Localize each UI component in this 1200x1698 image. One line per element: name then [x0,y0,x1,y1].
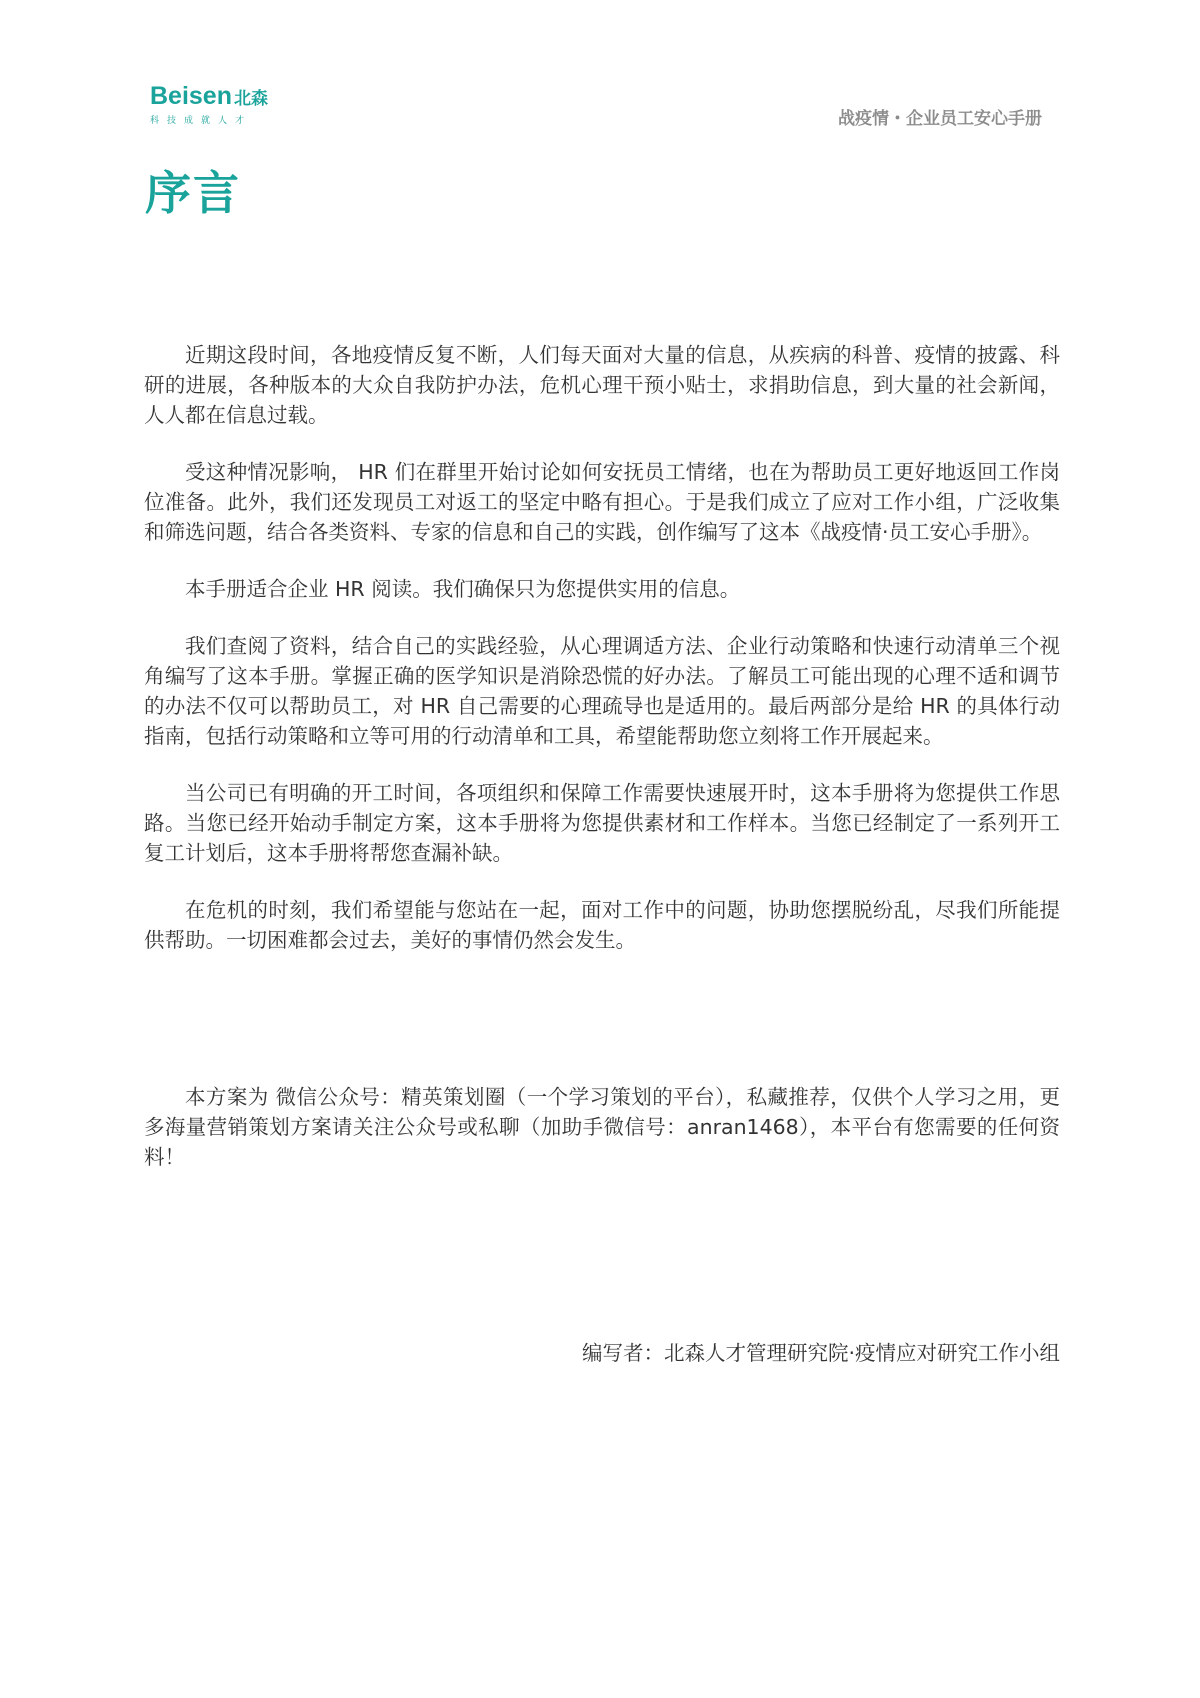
logo-chinese-name: 北森 [233,89,268,109]
logo-wordmark [150,84,290,109]
preface-paragraph: 我们查阅了资料，结合自己的实践经验，从心理调适方法、企业行动策略和快速行动清单三个视角编写了这本手册。掌握正确的医学知识是消除恐慌的好办法。了解员工可能出现的心理不适和调节的办法不仅可以帮助员工，对 HR 自己需要的心理疏导也是适用的。最后两部分是给 HR 的具体行动指南，包括行动策略和立等可用的行动清单和工具，希望能帮助您立刻将工作开展起来。 [144,634,1060,748]
document-header-title: 战疫情・企业员工安心手册 [838,109,1042,129]
preface-paragraph: 当公司已有明确的开工时间，各项组织和保障工作需要快速展开时，这本手册将为您提供工作思路。当您已经开始动手制定方案，这本手册将为您提供素材和工作样本。当您已经制定了一系列开工复工计划后，这本手册将帮您查漏补缺。 [144,781,1060,865]
preface-paragraph: 受这种情况影响， HR 们在群里开始讨论如何安抚员工情绪，也在为帮助员工更好地返回工作岗位准备。此外，我们还发现员工对返工的坚定中略有担心。于是我们成立了应对工作小组，广泛收集和筛选问题，结合各类资料、专家的信息和自己的实践，创作编写了这本《战疫情·员工安心手册》。 [144,460,1060,544]
brand-logo [150,84,290,126]
author-line: 编写者：北森人才管理研究院·疫情应对研究工作小组 [581,1341,1060,1365]
preface-paragraph: 近期这段时间，各地疫情反复不断，人们每天面对大量的信息，从疾病的科普、疫情的披露、科研的进展，各种版本的大众自我防护办法，危机心理干预小贴士，求捐助信息，到大量的社会新闻，人人都在信息过载。 [144,343,1060,427]
preface-paragraph: 本手册适合企业 HR 阅读。我们确保只为您提供实用的信息。 [185,577,741,601]
source-notice: 本方案为 微信公众号：精英策划圈（一个学习策划的平台），私藏推荐，仅供个人学习之用，更多海量营销策划方案请关注公众号或私聊（加助手微信号：anran1468），本平台有您需要的任何资料！ [144,1085,1060,1169]
page-title: 序言 [145,166,241,220]
logo-english-name: Beisen [150,82,232,110]
preface-body [144,340,1060,982]
logo-slogan: 科技成就人才 [150,116,253,126]
preface-paragraph: 在危机的时刻，我们希望能与您站在一起，面对工作中的问题，协助您摆脱纷乱，尽我们所能提供帮助。一切困难都会过去，美好的事情仍然会发生。 [144,898,1060,952]
